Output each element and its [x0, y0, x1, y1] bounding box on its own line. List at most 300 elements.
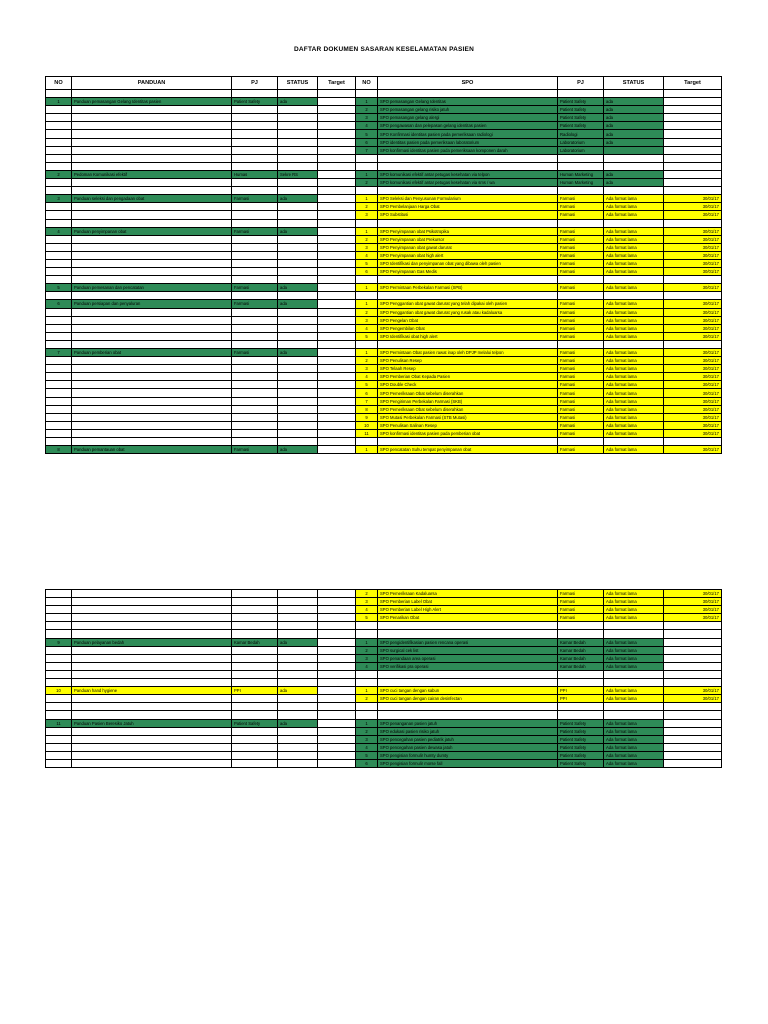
- spo-pj-cell: Farmasi: [558, 308, 604, 316]
- table-row: [46, 243, 722, 251]
- status-cell: [278, 670, 318, 678]
- panduan-cell: [72, 695, 232, 703]
- pj-cell: [232, 130, 278, 138]
- spo-target-cell: [664, 114, 722, 122]
- spo-no-cell: [356, 154, 378, 162]
- spo-cell: [378, 670, 558, 678]
- spo-no-cell: 6: [356, 759, 378, 767]
- status-cell: [278, 308, 318, 316]
- spo-status-cell: Ada format lama: [604, 195, 664, 203]
- table-row: [46, 654, 722, 662]
- status-cell: [278, 381, 318, 389]
- status-cell: [278, 735, 318, 743]
- spo-status-cell: Ada format lama: [604, 332, 664, 340]
- table-row: [46, 751, 722, 759]
- spo-pj-cell: Patient Safety: [558, 743, 604, 751]
- panduan-cell: Panduan pemberian obat: [72, 349, 232, 357]
- row-no: [46, 211, 72, 219]
- pj-cell: [232, 268, 278, 276]
- pj-cell: [232, 622, 278, 630]
- spo-target-cell: [664, 638, 722, 646]
- target-cell: [318, 146, 356, 154]
- spo-target-cell: [664, 146, 722, 154]
- spo-no-cell: 4: [356, 324, 378, 332]
- spo-target-cell: 30/01/17: [664, 389, 722, 397]
- table-row: [46, 308, 722, 316]
- panduan-cell: [72, 614, 232, 622]
- spo-status-cell: Ada format lama: [604, 397, 664, 405]
- spo-no-cell: [356, 219, 378, 227]
- row-no: [46, 268, 72, 276]
- panduan-cell: [72, 106, 232, 114]
- spo-target-cell: 30/01/17: [664, 606, 722, 614]
- spo-target-cell: 30/01/17: [664, 687, 722, 695]
- spo-no-cell: [356, 276, 378, 284]
- status-cell: [278, 316, 318, 324]
- spo-no-cell: 2: [356, 235, 378, 243]
- target-cell: [318, 292, 356, 300]
- panduan-cell: Panduan pemantauan obat: [72, 446, 232, 454]
- pj-cell: [232, 179, 278, 187]
- panduan-cell: Panduan hand hygiene: [72, 687, 232, 695]
- status-cell: [278, 365, 318, 373]
- target-cell: [318, 719, 356, 727]
- header-spo-no: NO: [356, 77, 378, 90]
- target-cell: [318, 695, 356, 703]
- spo-status-cell: Ada format lama: [604, 373, 664, 381]
- spo-cell: SPO pengisian formulir morse fall: [378, 759, 558, 767]
- spo-pj-cell: Radiologi: [558, 130, 604, 138]
- spo-target-cell: [664, 122, 722, 130]
- panduan-cell: Panduan seleksi dan pengadaan obat: [72, 195, 232, 203]
- spo-pj-cell: Farmasi: [558, 606, 604, 614]
- pj-cell: [232, 259, 278, 267]
- spo-pj-cell: Farmasi: [558, 211, 604, 219]
- spo-status-cell: Ada format lama: [604, 243, 664, 251]
- spo-pj-cell: Farmasi: [558, 614, 604, 622]
- spo-status-cell: Ada format lama: [604, 211, 664, 219]
- spo-target-cell: 30/01/17: [664, 397, 722, 405]
- spo-no-cell: [356, 438, 378, 446]
- spo-status-cell: Ada format lama: [604, 662, 664, 670]
- spo-cell: SPO identitas pasien pada pemeriksaan laboratorium: [378, 138, 558, 146]
- row-no: [46, 357, 72, 365]
- spo-pj-cell: Farmasi: [558, 365, 604, 373]
- spo-no-cell: 7: [356, 146, 378, 154]
- status-cell: [278, 259, 318, 267]
- status-cell: [278, 146, 318, 154]
- spo-status-cell: Ada format lama: [604, 324, 664, 332]
- spo-cell: SPO Pembelanjaan Harga Obat: [378, 203, 558, 211]
- row-no: [46, 154, 72, 162]
- status-cell: ada: [278, 446, 318, 454]
- spo-cell: SPO surgical cek list: [378, 646, 558, 654]
- blank-row: [46, 711, 722, 719]
- spo-target-cell: [664, 187, 722, 195]
- table-row: [46, 397, 722, 405]
- table-row: [46, 638, 722, 646]
- spo-pj-cell: [558, 154, 604, 162]
- spo-no-cell: 5: [356, 614, 378, 622]
- pj-cell: [232, 324, 278, 332]
- spo-target-cell: 30/01/17: [664, 695, 722, 703]
- status-cell: [278, 598, 318, 606]
- spo-status-cell: Ada format lama: [604, 606, 664, 614]
- spo-no-cell: 6: [356, 268, 378, 276]
- header-panduan: PANDUAN: [72, 77, 232, 90]
- status-cell: ada: [278, 195, 318, 203]
- status-cell: [278, 130, 318, 138]
- pj-cell: [232, 670, 278, 678]
- pj-cell: [232, 373, 278, 381]
- target-cell: [318, 211, 356, 219]
- spo-status-cell: Ada format lama: [604, 284, 664, 292]
- pj-cell: [232, 357, 278, 365]
- spo-no-cell: 9: [356, 413, 378, 421]
- target-cell: [318, 300, 356, 308]
- spo-no-cell: 2: [356, 308, 378, 316]
- status-cell: [278, 405, 318, 413]
- spo-pj-cell: Patient Safety: [558, 114, 604, 122]
- status-cell: [278, 90, 318, 98]
- spo-target-cell: [664, 654, 722, 662]
- spo-target-cell: [664, 759, 722, 767]
- spo-no-cell: 1: [356, 719, 378, 727]
- pj-cell: [232, 162, 278, 170]
- pj-cell: [232, 308, 278, 316]
- row-no: 11: [46, 719, 72, 727]
- spo-pj-cell: [558, 711, 604, 719]
- blank-row: [46, 670, 722, 678]
- spo-pj-cell: Farmasi: [558, 349, 604, 357]
- spo-target-cell: 30/01/17: [664, 324, 722, 332]
- spo-target-cell: 30/01/17: [664, 421, 722, 429]
- panduan-cell: [72, 308, 232, 316]
- status-cell: [278, 743, 318, 751]
- spo-pj-cell: [558, 438, 604, 446]
- spo-cell: SPO pencegahan pasien pediatrik jatuh: [378, 735, 558, 743]
- row-no: 8: [46, 446, 72, 454]
- panduan-cell: Panduan pemasangan Gelang Identitas pasien: [72, 98, 232, 106]
- spo-no-cell: [356, 162, 378, 170]
- spo-target-cell: [664, 98, 722, 106]
- spo-cell: SPO Seleksi dan Penyusunan Formularium: [378, 195, 558, 203]
- status-cell: [278, 654, 318, 662]
- spo-no-cell: 1: [356, 98, 378, 106]
- status-cell: [278, 438, 318, 446]
- table-row: [46, 195, 722, 203]
- pj-cell: [232, 695, 278, 703]
- row-no: [46, 243, 72, 251]
- status-cell: [278, 389, 318, 397]
- table-row: [46, 735, 722, 743]
- panduan-cell: [72, 259, 232, 267]
- spo-cell: SPO cuci tangan dengan sabun: [378, 687, 558, 695]
- pj-cell: [232, 421, 278, 429]
- spo-pj-cell: Kamar Bedah: [558, 646, 604, 654]
- target-cell: [318, 389, 356, 397]
- target-cell: [318, 735, 356, 743]
- spo-target-cell: [664, 646, 722, 654]
- spo-status-cell: Ada format lama: [604, 308, 664, 316]
- spo-target-cell: [664, 719, 722, 727]
- row-no: [46, 251, 72, 259]
- panduan-cell: [72, 751, 232, 759]
- row-no: 4: [46, 227, 72, 235]
- panduan-cell: [72, 219, 232, 227]
- spo-pj-cell: Farmasi: [558, 203, 604, 211]
- target-cell: [318, 703, 356, 711]
- panduan-cell: [72, 429, 232, 437]
- row-no: [46, 340, 72, 348]
- spo-no-cell: [356, 187, 378, 195]
- spo-cell: [378, 154, 558, 162]
- row-no: 7: [46, 349, 72, 357]
- target-cell: [318, 98, 356, 106]
- status-cell: [278, 114, 318, 122]
- pj-cell: [232, 735, 278, 743]
- table-row: [46, 381, 722, 389]
- spo-status-cell: Ada format lama: [604, 590, 664, 598]
- pj-cell: [232, 187, 278, 195]
- blank-row: [46, 438, 722, 446]
- spo-pj-cell: Farmasi: [558, 300, 604, 308]
- row-no: [46, 397, 72, 405]
- spo-no-cell: 4: [356, 606, 378, 614]
- pj-cell: [232, 727, 278, 735]
- target-cell: [318, 397, 356, 405]
- panduan-cell: [72, 703, 232, 711]
- target-cell: [318, 614, 356, 622]
- spo-pj-cell: Farmasi: [558, 243, 604, 251]
- target-cell: [318, 130, 356, 138]
- panduan-cell: [72, 138, 232, 146]
- panduan-cell: [72, 759, 232, 767]
- spo-pj-cell: Laboratorium: [558, 146, 604, 154]
- header-row: [46, 77, 722, 90]
- row-no: [46, 606, 72, 614]
- panduan-cell: [72, 235, 232, 243]
- target-cell: [318, 227, 356, 235]
- spo-pj-cell: Kamar Bedah: [558, 662, 604, 670]
- spo-target-cell: 30/01/17: [664, 308, 722, 316]
- spo-pj-cell: [558, 187, 604, 195]
- row-no: [46, 421, 72, 429]
- spo-target-cell: 30/01/17: [664, 300, 722, 308]
- spo-pj-cell: [558, 219, 604, 227]
- status-cell: [278, 759, 318, 767]
- spo-pj-cell: [558, 622, 604, 630]
- spo-cell: SPO konfirmasi identitas pasien pada pemberian obat: [378, 429, 558, 437]
- spo-status-cell: [604, 154, 664, 162]
- target-cell: [318, 308, 356, 316]
- target-cell: [318, 630, 356, 638]
- spo-no-cell: 1: [356, 284, 378, 292]
- header-spo-pj: PJ: [558, 77, 604, 90]
- spo-no-cell: 3: [356, 735, 378, 743]
- target-cell: [318, 759, 356, 767]
- spo-status-cell: Ada format lama: [604, 259, 664, 267]
- spo-status-cell: [604, 292, 664, 300]
- spo-cell: SPO edukasi pasien risiko jatuh: [378, 727, 558, 735]
- spo-no-cell: 2: [356, 695, 378, 703]
- row-no: [46, 711, 72, 719]
- panduan-cell: [72, 662, 232, 670]
- table-row: [46, 211, 722, 219]
- pj-cell: [232, 646, 278, 654]
- row-no: [46, 389, 72, 397]
- row-no: [46, 187, 72, 195]
- document-table-page-2: [45, 589, 722, 768]
- header-spo: SPO: [378, 77, 558, 90]
- spo-cell: SPO Pengiriman Perbekalan Farmasi (SKB): [378, 397, 558, 405]
- header-target: Target: [318, 77, 356, 90]
- spo-cell: [378, 219, 558, 227]
- status-cell: [278, 703, 318, 711]
- spo-target-cell: 30/01/17: [664, 429, 722, 437]
- target-cell: [318, 251, 356, 259]
- spo-cell: SPO Pemeriksaan Obat sebelum diserahkan: [378, 389, 558, 397]
- spo-pj-cell: Laboratorium: [558, 138, 604, 146]
- spo-status-cell: Ada format lama: [604, 719, 664, 727]
- status-cell: Sekre RS: [278, 170, 318, 178]
- spo-pj-cell: Farmasi: [558, 598, 604, 606]
- pj-cell: Farmasi: [232, 300, 278, 308]
- blank-row: [46, 703, 722, 711]
- panduan-cell: [72, 405, 232, 413]
- spo-cell: SPO Permintaan Obat pasien rawat inap oleh DPJP melalui telpon: [378, 349, 558, 357]
- pj-cell: [232, 413, 278, 421]
- target-cell: [318, 195, 356, 203]
- panduan-cell: Panduan pemesanan dan pencatatan: [72, 284, 232, 292]
- panduan-cell: [72, 598, 232, 606]
- table-row: [46, 130, 722, 138]
- table-row: [46, 235, 722, 243]
- row-no: [46, 743, 72, 751]
- row-no: [46, 324, 72, 332]
- spo-pj-cell: Patient Safety: [558, 735, 604, 743]
- spo-cell: SPO Penyimpanan obat gawat darurat: [378, 243, 558, 251]
- spo-target-cell: [664, 735, 722, 743]
- pj-cell: [232, 316, 278, 324]
- spo-no-cell: 4: [356, 662, 378, 670]
- table-row: [46, 598, 722, 606]
- spo-no-cell: [356, 670, 378, 678]
- spo-target-cell: 30/01/17: [664, 413, 722, 421]
- spo-no-cell: [356, 679, 378, 687]
- spo-pj-cell: Patient Safety: [558, 727, 604, 735]
- spo-pj-cell: Farmasi: [558, 259, 604, 267]
- pj-cell: Patient Safety: [232, 98, 278, 106]
- status-cell: [278, 211, 318, 219]
- table-row: [46, 759, 722, 767]
- status-cell: ada: [278, 284, 318, 292]
- spo-status-cell: [604, 219, 664, 227]
- row-no: [46, 130, 72, 138]
- panduan-cell: Pedoman Komunikasi efektif: [72, 170, 232, 178]
- table-row: [46, 357, 722, 365]
- table-row: [46, 646, 722, 654]
- panduan-cell: [72, 154, 232, 162]
- spo-pj-cell: Farmasi: [558, 284, 604, 292]
- spo-cell: [378, 630, 558, 638]
- blank-row: [46, 219, 722, 227]
- spo-status-cell: Ada format lama: [604, 743, 664, 751]
- row-no: [46, 146, 72, 154]
- status-cell: [278, 606, 318, 614]
- panduan-cell: [72, 438, 232, 446]
- spo-target-cell: [664, 679, 722, 687]
- spo-status-cell: Ada format lama: [604, 235, 664, 243]
- pj-cell: [232, 138, 278, 146]
- spo-pj-cell: Farmasi: [558, 316, 604, 324]
- spo-pj-cell: Farmasi: [558, 590, 604, 598]
- panduan-cell: [72, 381, 232, 389]
- row-no: [46, 138, 72, 146]
- spo-pj-cell: Farmasi: [558, 429, 604, 437]
- row-no: [46, 162, 72, 170]
- spo-no-cell: 4: [356, 373, 378, 381]
- spo-status-cell: [604, 630, 664, 638]
- row-no: [46, 292, 72, 300]
- table-row: [46, 349, 722, 357]
- spo-no-cell: [356, 711, 378, 719]
- status-cell: [278, 251, 318, 259]
- spo-pj-cell: Farmasi: [558, 195, 604, 203]
- row-no: [46, 727, 72, 735]
- spo-cell: [378, 187, 558, 195]
- spo-no-cell: 1: [356, 227, 378, 235]
- target-cell: [318, 332, 356, 340]
- panduan-cell: [72, 670, 232, 678]
- spo-cell: [378, 292, 558, 300]
- panduan-cell: [72, 357, 232, 365]
- spo-cell: SPO pemasangan gelang alergi: [378, 114, 558, 122]
- spo-no-cell: 2: [356, 179, 378, 187]
- panduan-cell: [72, 211, 232, 219]
- spo-cell: SPO Pengembilan Obat: [378, 324, 558, 332]
- spo-pj-cell: Patient Safety: [558, 719, 604, 727]
- pj-cell: [232, 662, 278, 670]
- spo-cell: SPO Pemeriksaan Obat sebelum diserahkan: [378, 405, 558, 413]
- spo-cell: SPO Penggantian obat gawat darurat yang rusak atau kadaluarsa: [378, 308, 558, 316]
- spo-target-cell: [664, 154, 722, 162]
- target-cell: [318, 357, 356, 365]
- target-cell: [318, 340, 356, 348]
- target-cell: [318, 598, 356, 606]
- spo-target-cell: [664, 340, 722, 348]
- pj-cell: [232, 606, 278, 614]
- spo-target-cell: [664, 751, 722, 759]
- table-row: [46, 284, 722, 292]
- spo-no-cell: 11: [356, 429, 378, 437]
- spo-no-cell: 3: [356, 243, 378, 251]
- pj-cell: [232, 235, 278, 243]
- table-row: [46, 300, 722, 308]
- spo-status-cell: ada: [604, 130, 664, 138]
- spo-cell: SPO Identifikasi dan penyimpanan obat yang dibawa oleh pasien: [378, 259, 558, 267]
- spo-status-cell: [604, 438, 664, 446]
- table-row: [46, 373, 722, 381]
- spo-status-cell: Ada format lama: [604, 687, 664, 695]
- panduan-cell: [72, 646, 232, 654]
- spo-target-cell: 30/01/17: [664, 259, 722, 267]
- pj-cell: [232, 251, 278, 259]
- pj-cell: Kamar Bedah: [232, 638, 278, 646]
- target-cell: [318, 421, 356, 429]
- target-cell: [318, 590, 356, 598]
- target-cell: [318, 606, 356, 614]
